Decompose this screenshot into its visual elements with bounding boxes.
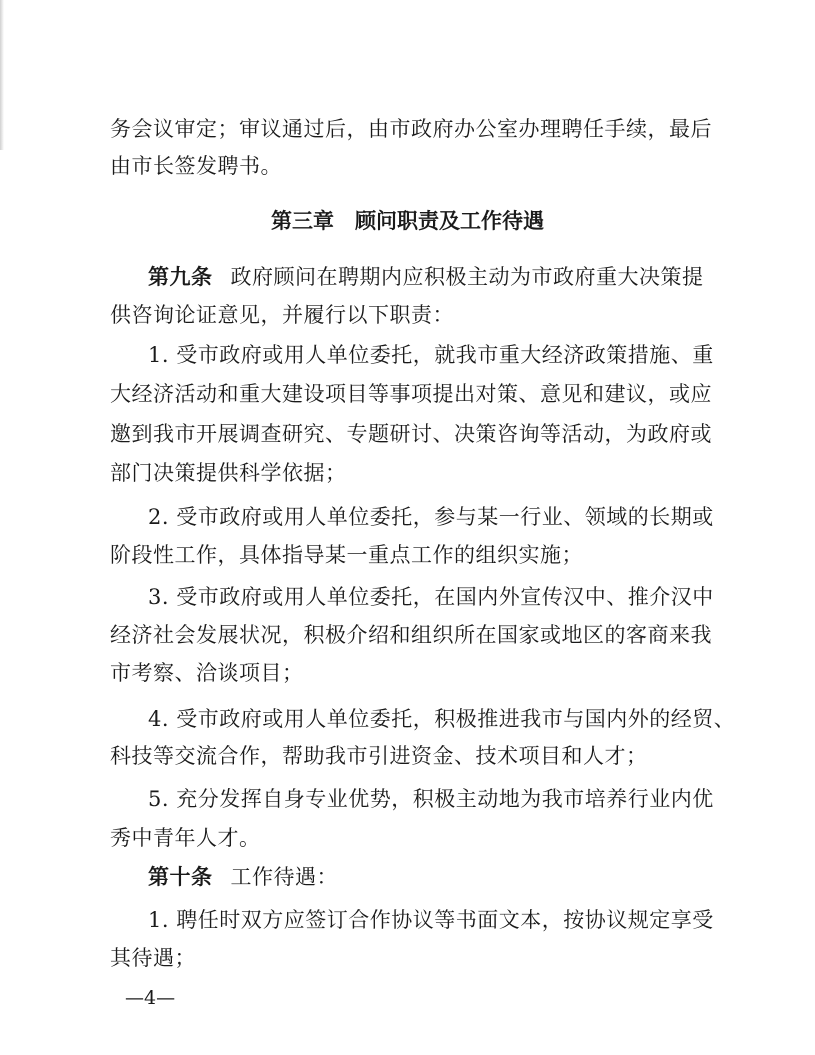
item-line: 部门决策提供科学依据； [110, 461, 347, 485]
item-line: 大经济活动和重大建设项目等事项提出对策、意见和建议，或应 [110, 382, 712, 406]
item-line: 3. 受市政府或用人单位委托，在国内外宣传汉中、推介汉中 [148, 585, 714, 609]
article-10-label: 第十条 [148, 865, 213, 889]
article-10-text: 工作待遇： [230, 865, 338, 889]
item-line: 1. 受市政府或用人单位委托，就我市重大经济政策措施、重 [148, 343, 714, 367]
item-line: 邀到我市开展调查研究、专题研讨、决策咨询等活动，为政府或 [110, 422, 712, 446]
item-line: 5. 充分发挥自身专业优势，积极主动地为我市培养行业内优 [148, 787, 714, 811]
item-line: 阶段性工作，具体指导某一重点工作的组织实施； [110, 543, 583, 567]
item-line: 其待遇； [110, 946, 196, 970]
article-9-line [148, 264, 748, 290]
chapter-title: 第三章 顾问职责及工作待遇 [271, 209, 544, 233]
item-line: 4. 受市政府或用人单位委托，积极推进我市与国内外的经贸、 [148, 707, 736, 731]
item-line: 1. 聘任时双方应签订合作协议等书面文本，按协议规定享受 [148, 908, 714, 932]
item-line: 市考察、洽谈项目； [110, 661, 304, 685]
item-line: 秀中青年人才。 [110, 826, 261, 850]
article-9-text: 政府顾问在聘期内应积极主动为市政府重大决策提 [230, 265, 704, 289]
article-10-line [148, 864, 748, 890]
item-line: 2. 受市政府或用人单位委托，参与某一行业、领域的长期或 [148, 505, 714, 529]
item-line: 经济社会发展状况，积极介绍和组织所在国家或地区的客商来我 [110, 623, 712, 647]
article-9-line: 供咨询论证意见，并履行以下职责： [110, 303, 454, 327]
scan-edge [0, 0, 4, 150]
page-number: —4— [125, 987, 176, 1009]
item-line: 科技等交流合作，帮助我市引进资金、技术项目和人才； [110, 744, 648, 768]
body-line: 务会议审定；审议通过后，由市政府办公室办理聘任手续，最后 [110, 117, 712, 141]
body-line: 由市长签发聘书。 [110, 154, 282, 178]
article-9-label: 第九条 [148, 265, 213, 289]
